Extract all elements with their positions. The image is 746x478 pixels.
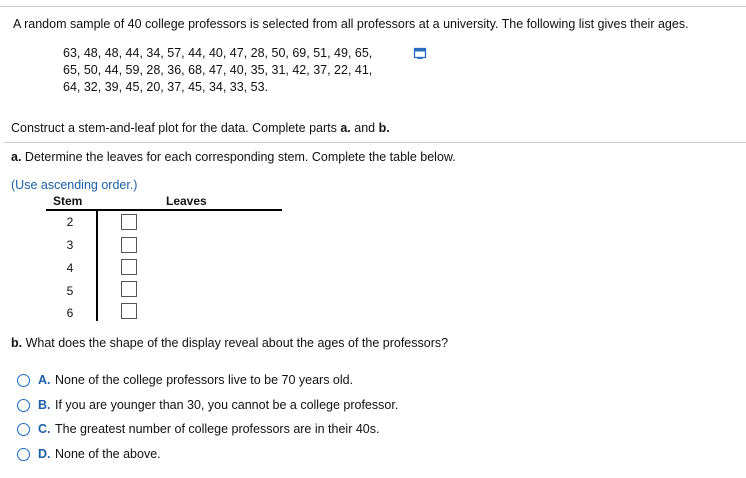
table-divider-rule [96, 209, 98, 321]
question-intro: A random sample of 40 college professors is selected from all professors at a university. The following list gives their ages. [13, 17, 689, 31]
leaves-header: Leaves [166, 194, 207, 208]
option-d-radio[interactable] [17, 448, 30, 461]
leaves-input-stem-4[interactable] [121, 259, 137, 275]
option-b-radio[interactable] [17, 399, 30, 412]
data-line-1: 63, 48, 48, 44, 34, 57, 44, 40, 47, 28, 50, 69, 51, 49, 65, [63, 46, 373, 60]
option-a-text: None of the college professors live to be 70 years old. [55, 373, 354, 387]
part-a-text: Determine the leaves for each corresponding stem. Complete the table below. [21, 150, 456, 164]
leaves-input-stem-6[interactable] [121, 303, 137, 319]
ascending-order-hint: (Use ascending order.) [11, 178, 138, 192]
option-b-text: If you are younger than 30, you cannot be a college professor. [55, 398, 399, 412]
instruction-mid: and [350, 121, 379, 135]
stem-header: Stem [53, 194, 83, 208]
section-divider [4, 142, 746, 143]
option-a-letter: A. [38, 373, 51, 387]
option-c-radio[interactable] [17, 423, 30, 436]
part-a-label: a. [11, 150, 22, 164]
stem-5: 5 [66, 284, 74, 298]
copy-data-icon[interactable] [413, 46, 427, 60]
data-line-2: 65, 50, 44, 59, 28, 36, 68, 47, 40, 35, 31, 42, 37, 22, 41, [63, 63, 373, 77]
stem-3: 3 [66, 238, 74, 252]
part-a-prompt [11, 150, 456, 164]
leaves-input-stem-2[interactable] [121, 214, 137, 230]
instruction-part-b: b. [378, 121, 390, 135]
table-header-rule [46, 209, 282, 211]
option-c-letter: C. [38, 422, 51, 436]
instruction-prefix: Construct a stem-and-leaf plot for the data. Complete parts [11, 121, 341, 135]
stem-4: 4 [66, 261, 74, 275]
instruction-part-a: a. [340, 121, 351, 135]
leaves-input-stem-5[interactable] [121, 281, 137, 297]
option-d-letter: D. [38, 447, 51, 461]
data-line-3: 64, 32, 39, 45, 20, 37, 45, 34, 33, 53. [63, 80, 269, 94]
top-divider [0, 6, 746, 7]
instruction [11, 121, 390, 135]
option-d-text: None of the above. [55, 447, 161, 461]
stem-2: 2 [66, 215, 74, 229]
part-b-prompt [11, 336, 448, 350]
option-c-text: The greatest number of college professors are in their 40s. [55, 422, 380, 436]
option-a-radio[interactable] [17, 374, 30, 387]
stem-6: 6 [66, 306, 74, 320]
part-b-label: b. [11, 336, 23, 350]
part-b-text: What does the shape of the display reveal about the ages of the professors? [22, 336, 449, 350]
leaves-input-stem-3[interactable] [121, 237, 137, 253]
option-b-letter: B. [38, 398, 51, 412]
